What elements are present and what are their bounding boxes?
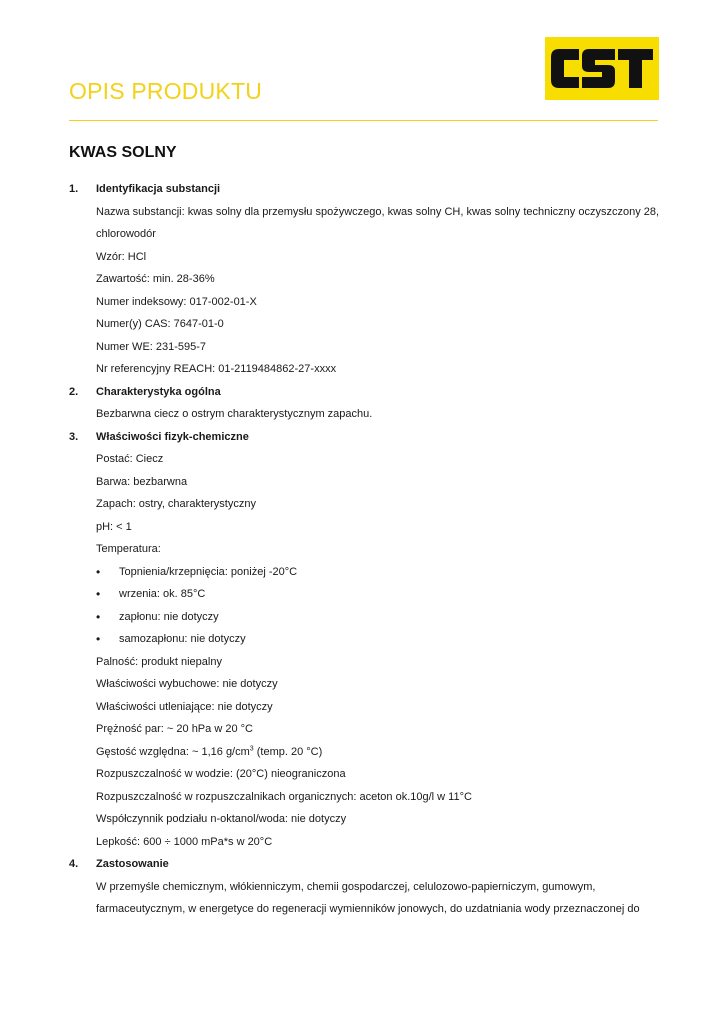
- text-line: chlorowodór: [96, 228, 156, 240]
- bullet-text: wrzenia: ok. 85°C: [119, 588, 206, 600]
- bullet-text: samozapłonu: nie dotyczy: [119, 633, 246, 645]
- product-title: KWAS SOLNY: [69, 144, 177, 161]
- text-line: Lepkość: 600 ÷ 1000 mPa*s w 20°C: [96, 835, 273, 848]
- text-line: Właściwości utleniające: nie dotyczy: [96, 700, 273, 713]
- section-heading: [69, 178, 659, 201]
- bullet-icon: •: [96, 564, 101, 579]
- text-line: Zawartość: min. 28-36%: [96, 273, 215, 285]
- text-line: Prężność par: ~ 20 hPa w 20 °C: [96, 723, 253, 735]
- section-number: 4.: [69, 858, 79, 870]
- section-number: 1.: [69, 183, 79, 195]
- text-line: Zapach: ostry, charakterystyczny: [96, 498, 256, 510]
- text-line: Rozpuszczalność w wodzie: (20°C) nieograniczona: [96, 768, 346, 780]
- bullet-icon: •: [96, 632, 101, 646]
- company-logo: [545, 37, 659, 100]
- section-title: Właściwości fizyk-chemiczne: [96, 430, 249, 443]
- text-line: Współczynnik podziału n-oktanol/woda: nie dotyczy: [96, 813, 347, 825]
- section-title: Zastosowanie: [96, 858, 169, 870]
- section-title: Identyfikacja substancji: [96, 183, 221, 195]
- text-line: Numer(y) CAS: 7647-01-0: [96, 318, 224, 330]
- text-line: Postać: Ciecz: [96, 453, 164, 465]
- density-prefix: Gęstość względna: ~ 1,16 g/cm: [96, 745, 250, 758]
- density-superscript: 3: [249, 744, 254, 752]
- text-line: Właściwości wybuchowe: nie dotyczy: [96, 678, 278, 690]
- text-line: Nazwa substancji: kwas solny dla przemysłu spożywczego, kwas solny CH, kwas solny techniczny oczyszczony 28,: [96, 205, 660, 218]
- text-line: Barwa: bezbarwna: [96, 475, 188, 488]
- bullet-icon: •: [96, 609, 101, 624]
- section-number: 2.: [69, 385, 79, 398]
- text-line: Numer WE: 231-595-7: [96, 340, 207, 353]
- bullet-text: Topnienia/krzepnięcia: poniżej -20°C: [119, 565, 298, 578]
- text-line: Bezbarwna ciecz o ostrym charakterystycznym zapachu.: [96, 408, 373, 420]
- text-line: Rozpuszczalność w rozpuszczalnikach organicznych: aceton ok.10g/l w 11°C: [96, 790, 472, 803]
- text-line: Temperatura:: [96, 543, 161, 555]
- section-heading: [69, 381, 659, 404]
- density-line: [69, 741, 659, 764]
- text-line: Palność: produkt niepalny: [96, 655, 222, 668]
- text-line: W przemyśle chemicznym, włókienniczym, chemii gospodarczej, celulozowo-papierniczym, gumowym,: [96, 880, 596, 893]
- density-suffix: (temp. 20 °C): [253, 745, 323, 758]
- section-heading: [69, 426, 659, 449]
- bullet-item: [69, 628, 659, 651]
- bullet-item: [69, 583, 659, 606]
- section-title: Charakterystyka ogólna: [96, 385, 221, 398]
- header-divider: [69, 120, 658, 121]
- bullet-text: zapłonu: nie dotyczy: [119, 610, 219, 623]
- section-number: 3.: [69, 430, 79, 443]
- page-title: OPIS PRODUKTU: [69, 78, 263, 104]
- text-line: pH: < 1: [96, 520, 132, 533]
- bullet-icon: •: [96, 587, 101, 601]
- text-line: Nr referencyjny REACH: 01-2119484862-27-xxxx: [96, 363, 337, 375]
- text-line: Wzór: HCl: [96, 250, 147, 263]
- text-line: Numer indeksowy: 017-002-01-X: [96, 295, 257, 308]
- bullet-item: [69, 561, 659, 584]
- document-body: [69, 178, 659, 921]
- text-line: farmaceutycznym, w energetyce do regeneracji wymienników jonowych, do uzdatniania wody przeznaczonej do: [96, 903, 640, 915]
- section-heading: [69, 853, 659, 876]
- bullet-item: [69, 606, 659, 629]
